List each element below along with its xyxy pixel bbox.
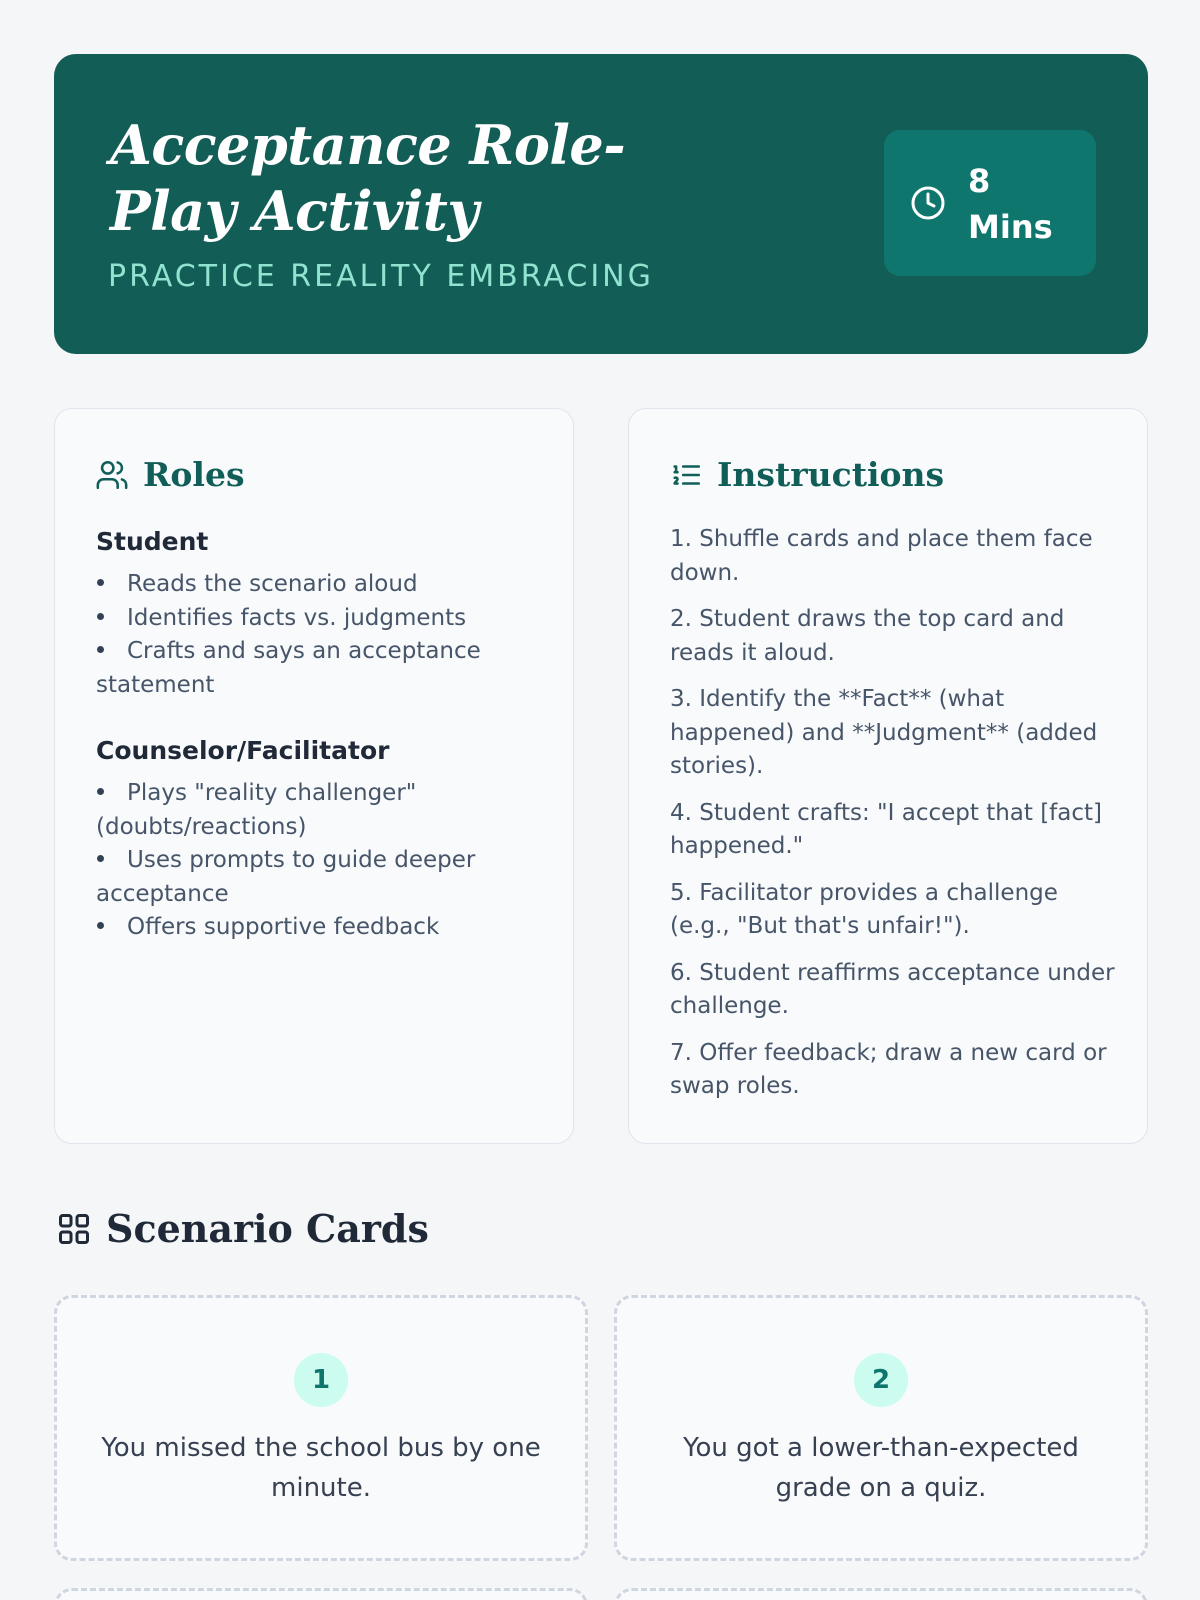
list-item: Plays "reality challenger" (doubts/reactions) (96, 780, 417, 840)
instruction-step: 3. Identify the **Fact** (what happened) and **Judgment** (added stories). (670, 686, 1098, 779)
card-text: You got a lower-than-expected grade on a quiz. (683, 1433, 1079, 1503)
users-icon (95, 458, 129, 492)
list-item: Crafts and says an acceptance statement (96, 638, 481, 698)
duration-badge (884, 130, 1096, 276)
list-ordered-icon (669, 458, 703, 492)
bullet-icon (97, 646, 104, 653)
scenario-card-2[interactable] (614, 1295, 1148, 1561)
role-name-student: Student (96, 527, 209, 556)
scenarios-title: Scenario Cards (106, 1206, 429, 1251)
counselor-duties (96, 777, 536, 945)
instruction-step: 5. Facilitator provides a challenge (e.g., "But that's unfair!"). (670, 879, 1058, 939)
student-duties (96, 568, 536, 702)
instructions-panel (628, 408, 1148, 1144)
page-subtitle: PRACTICE REALITY EMBRACING (108, 259, 654, 294)
instruction-step: 6. Student reaffirms acceptance under challenge. (670, 959, 1115, 1019)
roles-panel (54, 408, 574, 1144)
bullet-icon (97, 922, 104, 929)
instructions-heading (669, 455, 944, 494)
role-name-counselor: Counselor/Facilitator (96, 736, 390, 765)
bullet-icon (97, 579, 104, 586)
card-number-badge: 2 (854, 1353, 908, 1407)
list-item: Reads the scenario aloud (96, 568, 536, 602)
instruction-step: 1. Shuffle cards and place them face down. (670, 526, 1093, 586)
grid-icon (56, 1211, 92, 1247)
card-number-badge: 1 (294, 1353, 348, 1407)
scenario-card-3[interactable] (54, 1588, 588, 1600)
list-item: Offers supportive feedback (96, 911, 536, 945)
activity-header (54, 54, 1148, 354)
clock-icon (910, 185, 946, 221)
card-text: You missed the school bus by one minute. (101, 1433, 541, 1503)
list-item: Identifies facts vs. judgments (96, 602, 536, 636)
list-item: Uses prompts to guide deeper acceptance (96, 847, 476, 907)
bullet-icon (97, 855, 104, 862)
roles-heading (95, 455, 245, 494)
instruction-step: 4. Student crafts: "I accept that [fact] happened." (670, 799, 1103, 859)
instruction-steps (670, 523, 1120, 1117)
scenario-card-4[interactable] (614, 1588, 1148, 1600)
page-title: Acceptance Role-Play Activity (110, 113, 626, 243)
scenario-card-1[interactable] (54, 1295, 588, 1561)
instruction-step: 2. Student draws the top card and reads it aloud. (670, 606, 1065, 666)
duration-label: 8 Mins (968, 162, 1053, 246)
scenarios-heading (56, 1206, 429, 1251)
instruction-step: 7. Offer feedback; draw a new card or swap roles. (670, 1039, 1107, 1099)
instructions-title: Instructions (717, 455, 945, 494)
bullet-icon (97, 613, 104, 620)
bullet-icon (97, 788, 104, 795)
roles-title: Roles (143, 455, 245, 494)
roles-list (96, 527, 536, 979)
